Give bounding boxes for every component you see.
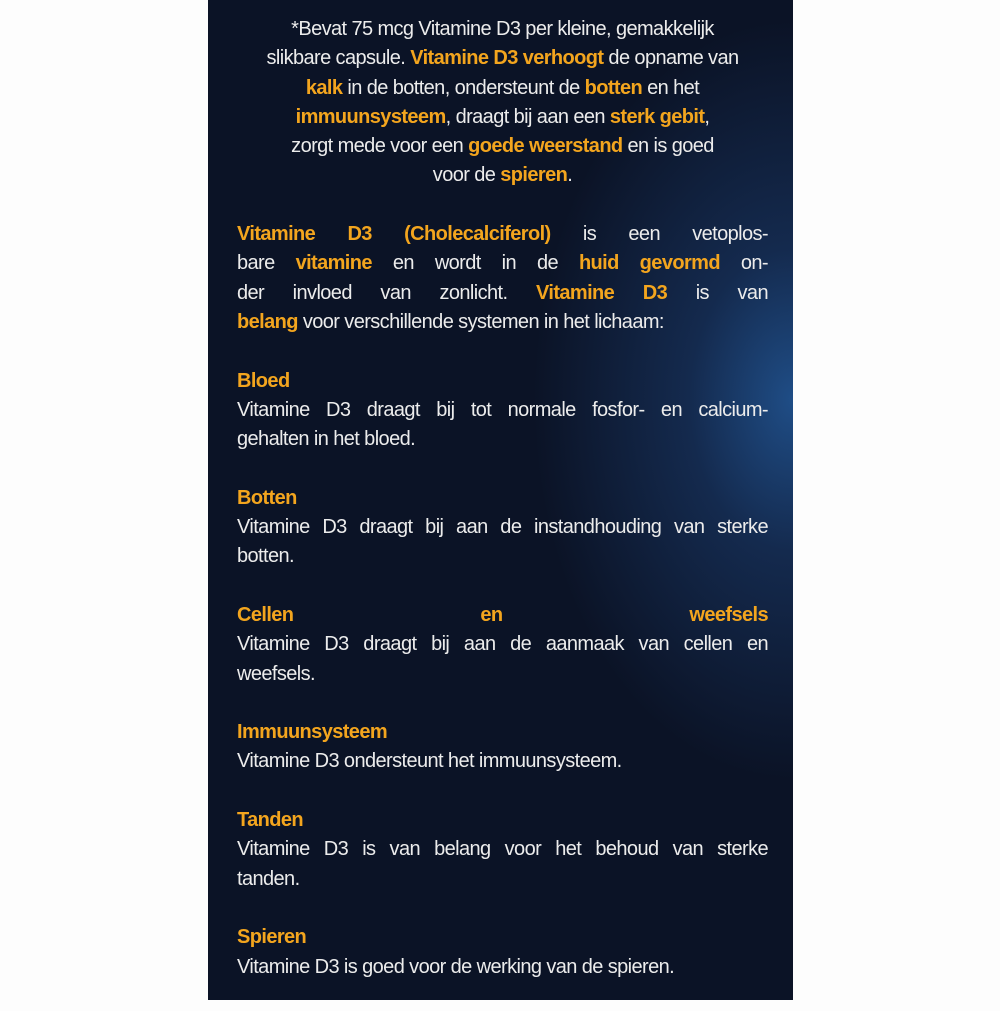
section-heading: Bloed: [237, 369, 290, 392]
highlighted-text: immuunsysteem: [295, 105, 446, 128]
section-heading: Cellen en weefsels: [237, 603, 768, 626]
section-heading: Tanden: [237, 809, 304, 832]
section-text-line: Vitamine D3 ondersteunt het immuunsysteem.: [237, 750, 622, 773]
highlighted-text: spieren: [500, 164, 568, 187]
section-cellen-en-weefsels: [237, 601, 768, 689]
intro-paragraph: [237, 15, 768, 191]
text-line: [237, 103, 768, 132]
text-line: [237, 220, 768, 249]
text-segment: on-: [740, 252, 768, 275]
text-line: [237, 161, 768, 190]
section-heading: Botten: [237, 486, 297, 509]
text-line: [237, 74, 768, 103]
text-segment: zorgt mede voor een: [291, 135, 469, 158]
section-heading: Spieren: [237, 926, 307, 949]
section-bloed: [237, 367, 768, 455]
section-botten: [237, 484, 768, 572]
text-segment: .: [567, 164, 573, 187]
text-segment: en het: [642, 76, 700, 99]
highlighted-text: Vitamine D3: [536, 281, 668, 304]
label-text: [237, 15, 768, 1011]
text-line: [237, 44, 768, 73]
description-paragraph: [237, 220, 768, 337]
section-text-line: Vitamine D3 draagt bij tot normale fosfor- en calcium-: [237, 398, 768, 421]
section-spieren: [237, 923, 768, 982]
highlighted-text: botten: [584, 76, 643, 99]
section-text-line: tanden.: [237, 867, 300, 890]
highlighted-text: sterk gebit: [609, 105, 705, 128]
text-line: [237, 279, 768, 308]
highlighted-text: belang: [237, 310, 298, 333]
highlighted-text: goede weerstand: [468, 135, 623, 158]
section-text-line: Vitamine D3 is goed voor de werking van de spieren.: [237, 955, 675, 978]
text-segment: , draagt bij aan een: [445, 105, 610, 128]
section-text-line: gehalten in het bloed.: [237, 428, 416, 451]
text-segment: en wordt in de: [392, 252, 579, 275]
section-text-line: Vitamine D3 draagt bij aan de aanmaak van cellen en: [237, 633, 768, 656]
text-segment: en is goed: [622, 135, 714, 158]
highlighted-text: Vitamine D3 verhoogt: [410, 47, 604, 70]
text-segment: voor de: [432, 164, 501, 187]
text-segment: *Bevat 75 mcg Vitamine D3 per kleine, gemakkelijk: [291, 18, 714, 40]
section-tanden: [237, 806, 768, 894]
text-segment: slikbare capsule.: [266, 47, 411, 70]
text-line: [237, 249, 768, 278]
text-segment: bare: [237, 252, 296, 275]
text-segment: der invloed van zonlicht.: [237, 281, 536, 304]
text-segment: is een vetoplos-: [582, 223, 768, 246]
section-text-line: Vitamine D3 is van belang voor het behoud van sterke: [237, 838, 768, 861]
text-segment: ,: [704, 105, 710, 128]
product-label-panel: [208, 0, 793, 1000]
text-line: [237, 308, 768, 337]
section-text-line: weefsels.: [237, 662, 315, 685]
highlighted-text: Vitamine D3 (Cholecalciferol): [237, 223, 551, 246]
highlighted-text: huid gevormd: [578, 252, 720, 275]
text-line: [237, 15, 768, 44]
section-text-line: botten.: [237, 545, 294, 568]
text-line: [237, 132, 768, 161]
text-segment: de opname van: [603, 47, 739, 70]
section-text-line: Vitamine D3 draagt bij aan de instandhouding van sterke: [237, 516, 768, 539]
section-immuunsysteem: [237, 718, 768, 777]
text-segment: in de botten, ondersteunt de: [342, 76, 585, 99]
highlighted-text: kalk: [305, 76, 343, 99]
text-segment: is van: [695, 281, 768, 304]
text-segment: voor verschillende systemen in het lichaam:: [302, 310, 664, 333]
highlighted-text: vitamine: [295, 252, 372, 275]
section-heading: Immuunsysteem: [237, 721, 388, 744]
